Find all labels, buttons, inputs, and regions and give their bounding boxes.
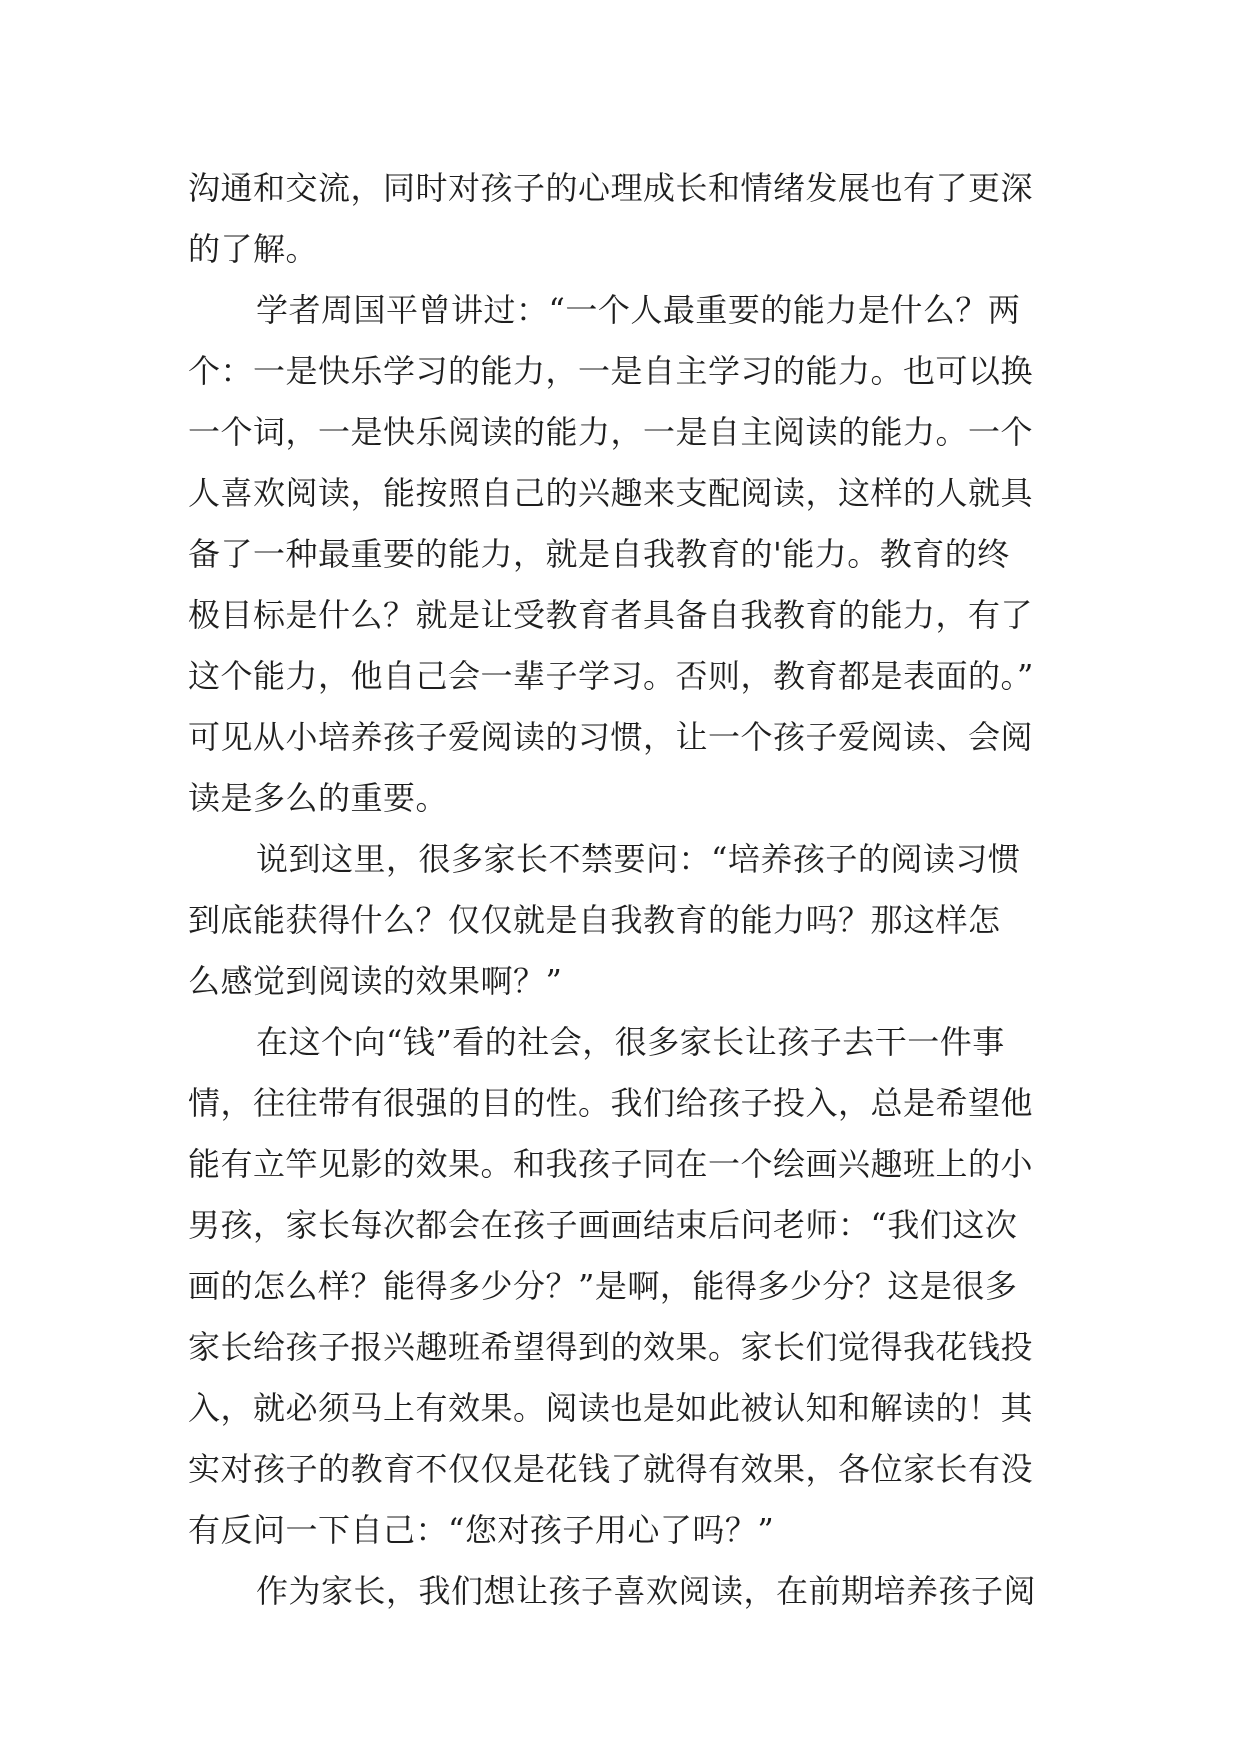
text-line: 的了解。	[188, 230, 319, 268]
text-line: 能有立竿见影的效果。和我孩子同在一个绘画兴趣班上的小	[188, 1145, 1034, 1183]
paragraph	[188, 158, 1048, 280]
paragraph	[188, 280, 1048, 829]
text-line: 沟通和交流，同时对孩子的心理成长和情绪发展也有了更深	[188, 169, 1034, 207]
text-line: 画的怎么样？能得多少分？”是啊，能得多少分？这是很多	[188, 1267, 1018, 1305]
text-line: 实对孩子的教育不仅仅是花钱了就得有效果，各位家长有没	[188, 1450, 1034, 1488]
text-line: 情，往往带有很强的目的性。我们给孩子投入，总是希望他	[188, 1084, 1034, 1122]
document-body	[188, 158, 1048, 1622]
text-line: 可见从小培养孩子爱阅读的习惯，让一个孩子爱阅读、会阅	[188, 718, 1034, 756]
text-line: 个：一是快乐学习的能力，一是自主学习的能力。也可以换	[188, 352, 1034, 390]
text-line: 一个词，一是快乐阅读的能力，一是自主阅读的能力。一个	[188, 413, 1034, 451]
paragraph	[188, 1012, 1048, 1561]
text-line: 说到这里，很多家长不禁要问：“培养孩子的阅读习惯	[256, 840, 1021, 878]
text-line: 学者周国平曾讲过：“一个人最重要的能力是什么？两	[256, 291, 1021, 329]
text-line: 到底能获得什么？仅仅就是自我教育的能力吗？那这样怎	[188, 901, 1001, 939]
text-line: 家长给孩子报兴趣班希望得到的效果。家长们觉得我花钱投	[188, 1328, 1034, 1366]
text-line: 有反问一下自己：“您对孩子用心了吗？”	[188, 1511, 775, 1549]
paragraph	[188, 1561, 1048, 1622]
text-line: 极目标是什么？就是让受教育者具备自我教育的能力，有了	[188, 596, 1034, 634]
text-line: 在这个向“钱”看的社会，很多家长让孩子去干一件事	[256, 1023, 1005, 1061]
text-line: 作为家长，我们想让孩子喜欢阅读，在前期培养孩子阅	[256, 1572, 1037, 1610]
text-line: 人喜欢阅读，能按照自己的兴趣来支配阅读，这样的人就具	[188, 474, 1034, 512]
text-line: 男孩，家长每次都会在孩子画画结束后问老师：“我们这次	[188, 1206, 1018, 1244]
text-line: 入，就必须马上有效果。阅读也是如此被认知和解读的！其	[188, 1389, 1034, 1427]
paragraph	[188, 829, 1048, 1012]
text-line: 读是多么的重要。	[188, 779, 449, 817]
text-line: 备了一种最重要的能力，就是自我教育的'能力。教育的终	[188, 535, 1010, 573]
text-line: 么感觉到阅读的效果啊？”	[188, 962, 563, 1000]
text-line: 这个能力，他自己会一辈子学习。否则，教育都是表面的。”	[188, 657, 1034, 695]
